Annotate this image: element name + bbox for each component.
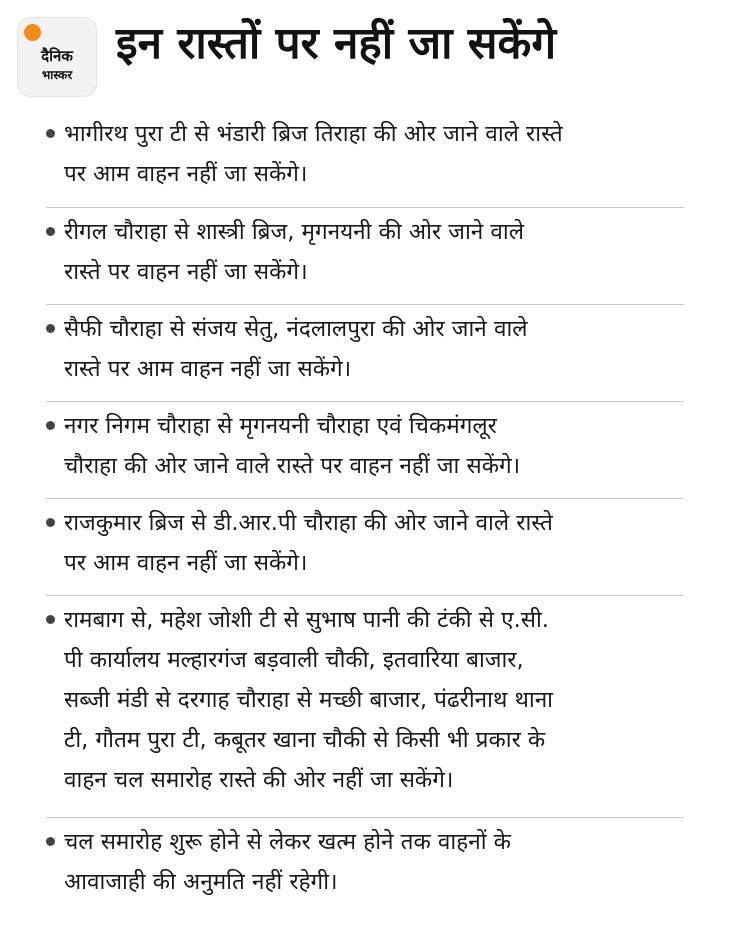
list-item-line: सब्जी मंडी से दरगाह चौराहा से मच्छी बाजार, पंढरीनाथ थाना <box>64 687 554 713</box>
header <box>0 0 730 108</box>
page-title: इन रास्तों पर नहीं जा सकेंगे <box>116 18 557 69</box>
logo-text-dainik: दैनिक <box>41 47 73 65</box>
bullet-icon <box>46 324 55 333</box>
bullet-icon <box>46 837 55 846</box>
list-item <box>46 208 686 304</box>
list-item-line: पर आम वाहन नहीं जा सकेंगे। <box>64 161 308 187</box>
list-item <box>46 305 686 401</box>
list-item <box>46 818 686 914</box>
list-item-line: रीगल चौराहा से शास्त्री ब्रिज, मृगनयनी की ओर जाने वाले <box>64 219 525 245</box>
sun-icon <box>24 24 41 41</box>
list-item <box>46 110 686 206</box>
list-item-line: नगर निगम चौराहा से मृगनयनी चौराहा एवं चिकमंगलूर <box>64 413 497 439</box>
list-item-line: रास्ते पर वाहन नहीं जा सकेंगे। <box>64 259 308 285</box>
list-item-line: रास्ते पर आम वाहन नहीं जा सकेंगे। <box>64 356 352 382</box>
list-item <box>46 596 686 816</box>
list-item-line: सैफी चौराहा से संजय सेतु, नंदलालपुरा की ओर जाने वाले <box>64 316 528 342</box>
bullet-icon <box>46 129 55 138</box>
list-item-line: भागीरथ पुरा टी से भंडारी ब्रिज तिराहा की ओर जाने वाले रास्ते <box>64 121 563 147</box>
list-item-line: आवाजाही की अनुमति नहीं रहेगी। <box>64 869 338 895</box>
list-item-line: राजकुमार ब्रिज से डी.आर.पी चौराहा की ओर जाने वाले रास्ते <box>64 510 553 536</box>
list-item-line: टी, गौतम पुरा टी, कबूतर खाना चौकी से किसी भी प्रकार के <box>64 727 546 753</box>
bullet-icon <box>46 518 55 527</box>
dainik-bhaskar-logo <box>18 18 96 96</box>
list-item-line: वाहन चल समारोह रास्ते की ओर नहीं जा सकेंगे। <box>64 767 454 793</box>
list-item-line: पर आम वाहन नहीं जा सकेंगे। <box>64 550 308 576</box>
list-item-line: रामबाग से, महेश जोशी टी से सुभाष पानी की टंकी से ए.सी. <box>64 607 549 633</box>
logo-text-bhaskar: भास्कर <box>41 68 73 82</box>
list-item-line: चल समारोह शुरू होने से लेकर खत्म होने तक वाहनों के <box>64 829 511 855</box>
list-item-line: पी कार्यालय मल्हारगंज बड़वाली चौकी, इतवारिया बाजार, <box>64 647 524 673</box>
list-item-line: चौराहा की ओर जाने वाले रास्ते पर वाहन नहीं जा सकेंगे। <box>64 453 521 479</box>
bullet-icon <box>46 227 55 236</box>
list-item <box>46 499 686 595</box>
bullet-icon <box>46 615 55 624</box>
list-item <box>46 402 686 498</box>
bullet-icon <box>46 421 55 430</box>
